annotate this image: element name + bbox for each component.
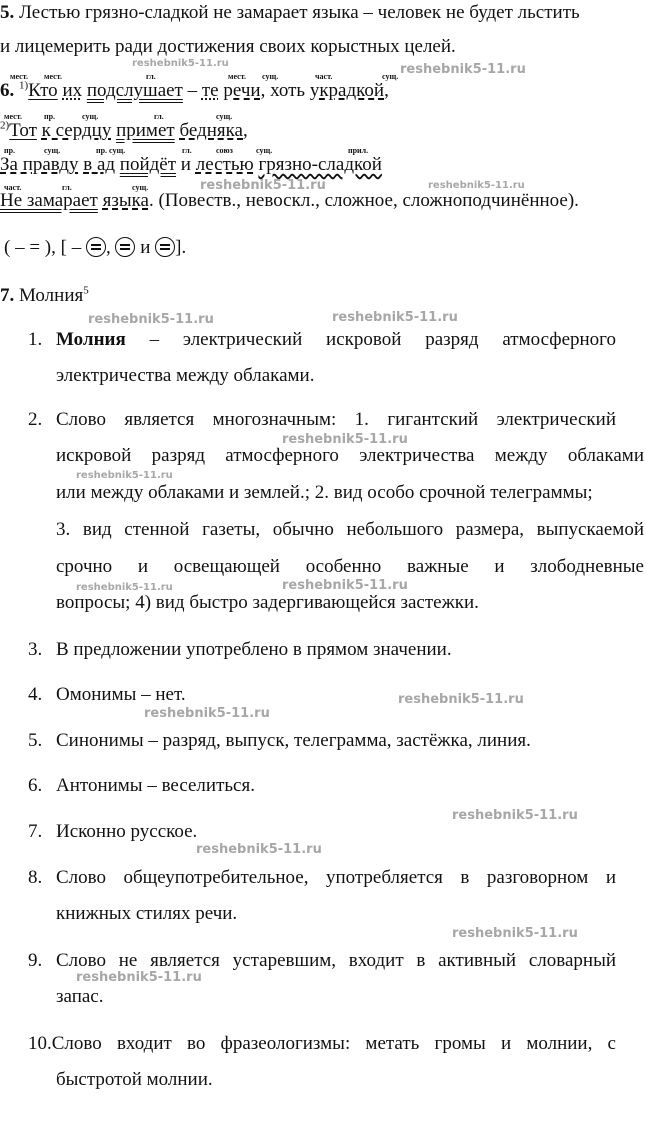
item-2: 2. Слово является многозначным: 1. гигантский электрический (28, 409, 616, 430)
item-6: 6. Антонимы – веселиться. (28, 775, 255, 796)
watermark: reshebnik5-11.ru (282, 432, 408, 447)
s5-line1 (0, 2, 580, 24)
s5-line2: и лицемерить ради достижения своих корыстных целей. (0, 36, 456, 57)
sentence-scheme: ( – = ), [ – , и ]. (4, 237, 187, 258)
watermark: reshebnik5-11.ru (76, 470, 173, 481)
clause-circle-icon (115, 237, 135, 257)
word-kto: Кто (28, 80, 58, 101)
item-3: 3. В предложении употреблено в прямом значении. (28, 639, 452, 660)
word-poydet: пойдёт (119, 154, 177, 175)
watermark: reshebnik5-11.ru (196, 842, 322, 857)
item-1: 1. Молния – электрический искровой разряд атмосферного (28, 329, 616, 350)
item-9: 9. Слово не является устаревшим, входит в активный словарный (28, 950, 616, 971)
s6-number: 6. (0, 80, 15, 101)
item-7: 7. Исконно русское. (28, 821, 198, 842)
term-bold: Молния (56, 329, 126, 350)
word-lestyu: лестью (195, 154, 254, 175)
word-ne-zamaraet: Не замарает (0, 190, 98, 211)
item-10: 10.Слово входит во фразеологизмы: метать громы и молнии, с (28, 1033, 616, 1054)
word-te: те (201, 80, 219, 101)
watermark: reshebnik5-11.ru (428, 180, 525, 191)
word-primet: примет (116, 120, 175, 141)
s6-line1: 6. $^{1)}$Кто их подслушает – те речи, хоть украдкой, (0, 79, 389, 101)
watermark: reshebnik5-11.ru (76, 582, 173, 593)
word-gryazno-sladkoy: грязно-сладкой (258, 154, 382, 175)
watermark: reshebnik5-11.ru (332, 310, 458, 325)
s6-line3: За правду в ад пойдёт и лестью грязно-сладкой (0, 154, 382, 175)
word-podslushaet: подслушает (86, 80, 183, 101)
s5-number: 5. (0, 2, 15, 23)
s5-text1: Лестью грязно-сладкой не замарает языка – человек не будет льстить (19, 2, 580, 23)
watermark: reshebnik5-11.ru (452, 926, 578, 941)
word-bednyaka: бедняка (179, 120, 243, 141)
watermark: reshebnik5-11.ru (88, 312, 214, 327)
item-2-cont: искровой разряд атмосферного электричества между облаками (56, 445, 644, 466)
watermark: reshebnik5-11.ru (132, 58, 229, 69)
word-za-pravdu: За правду (0, 154, 79, 175)
clause-circle-icon (155, 237, 175, 257)
item-5: 5. Синонимы – разряд, выпуск, телеграмма, застёжка, линия. (28, 730, 531, 751)
watermark: reshebnik5-11.ru (282, 578, 408, 593)
word-yazyka: языка (102, 190, 149, 211)
item-1-cont: электричества между облаками. (56, 365, 315, 386)
word-ikh: их (62, 80, 83, 101)
word-k-serdtsu: к сердцу (41, 120, 112, 141)
item-4: 4. Омонимы – нет. (28, 684, 186, 705)
s7-number: 7. (0, 285, 15, 306)
word-ukradkoy: украдкой (309, 80, 385, 101)
watermark: reshebnik5-11.ru (200, 178, 326, 193)
watermark: reshebnik5-11.ru (76, 970, 202, 985)
s7-heading: 7. Молния$^5$ (0, 284, 89, 306)
watermark: reshebnik5-11.ru (400, 62, 526, 77)
s7-title: Молния (19, 285, 84, 306)
item-8: 8. Слово общеупотребительное, употребляется в разговорном и (28, 867, 616, 888)
s6-line4 (0, 190, 579, 212)
watermark: reshebnik5-11.ru (144, 706, 270, 721)
clause-circle-icon (86, 237, 106, 257)
word-tot: Тот (9, 120, 37, 141)
s6-line2: $^{2)}$Тот к сердцу примет бедняка, (0, 119, 248, 141)
sentence-characteristic: . (Повеств., невоскл., сложное, сложноподчинённое). (148, 190, 579, 211)
watermark: reshebnik5-11.ru (452, 808, 578, 823)
word-v-ad: в ад (83, 154, 116, 175)
word-rechi: речи (223, 80, 261, 101)
watermark: reshebnik5-11.ru (398, 692, 524, 707)
